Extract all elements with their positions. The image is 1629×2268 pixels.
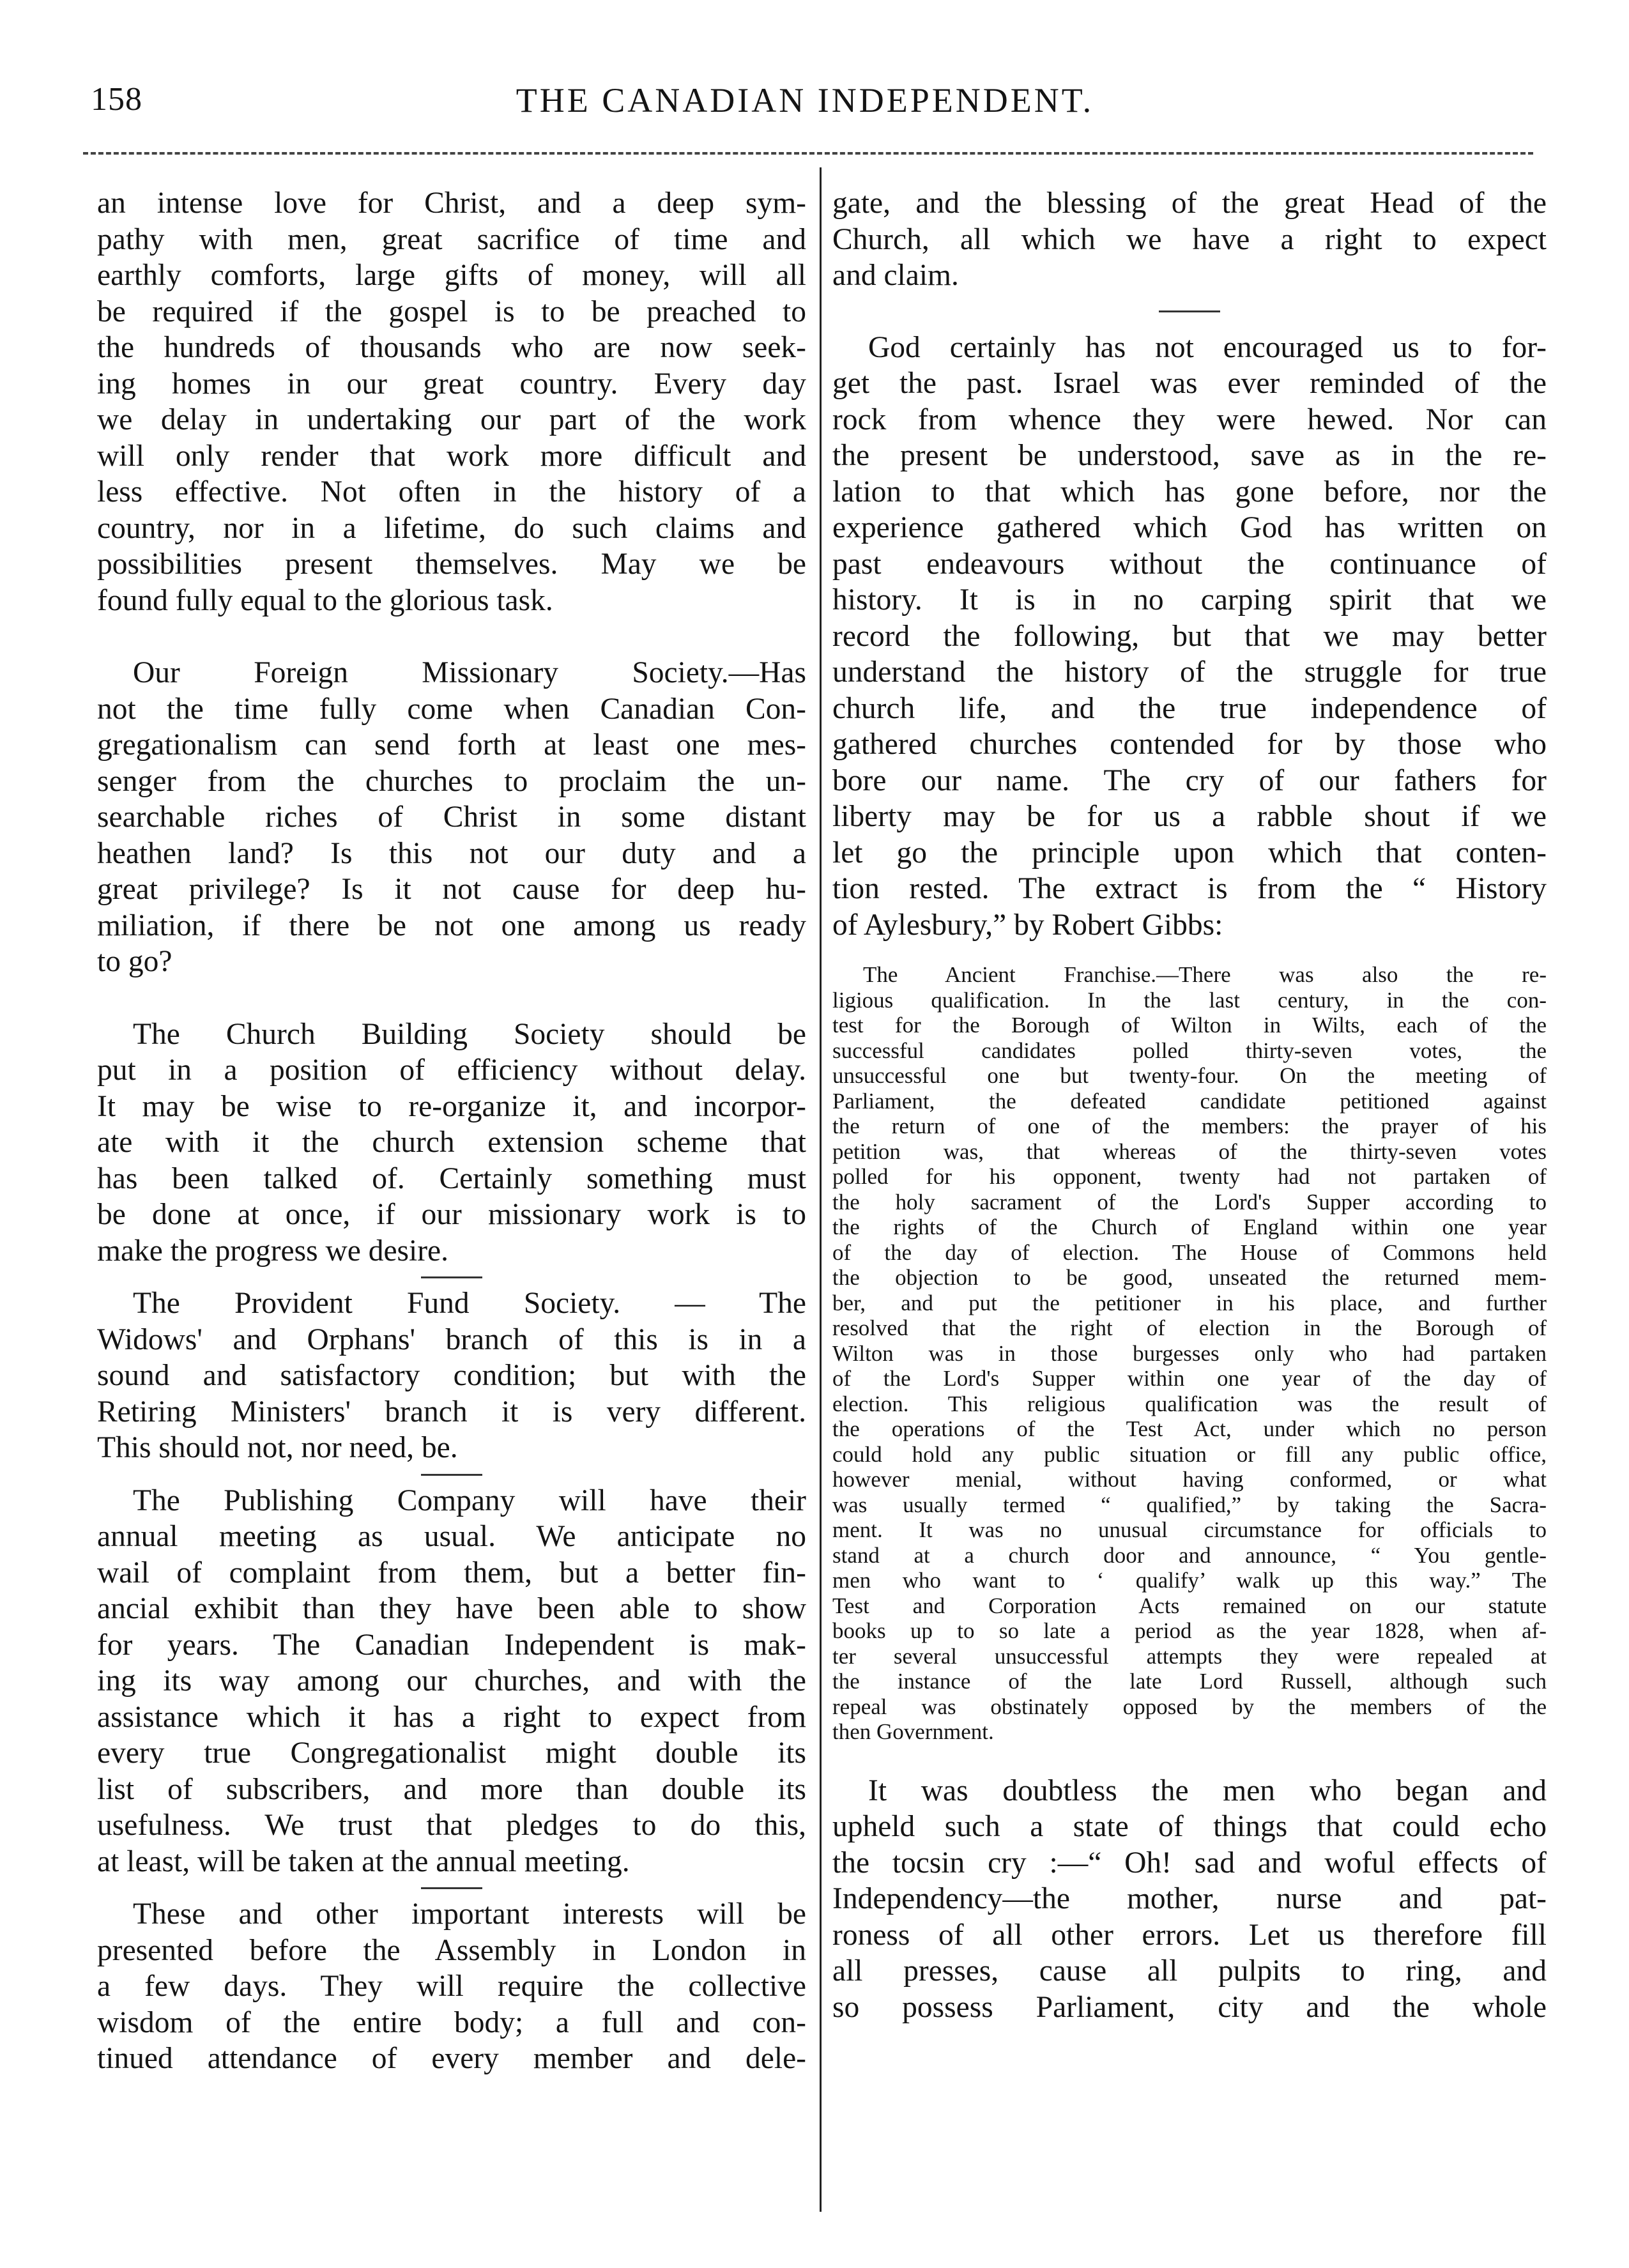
text-line: tion rested. The extract is from the “ History <box>832 872 1547 905</box>
paragraph-other-interests <box>97 1896 806 2077</box>
text-line: These and other important interests will be <box>133 1897 806 1931</box>
right-column <box>832 185 1547 2025</box>
quote-line: of the Lord's Supper within one year of the day of <box>832 1366 1547 1391</box>
quote-line: was usually termed “ qualified,” by taking the Sacra- <box>832 1492 1547 1517</box>
text-line: lation to that which has gone before, nor the <box>832 475 1547 509</box>
text-line: wail of complaint from them, but a better fin- <box>97 1556 806 1590</box>
quoted-extract <box>832 962 1547 1745</box>
section-separator <box>1159 310 1220 312</box>
text-line: past endeavours without the continuance of <box>832 547 1547 581</box>
quote-line: books up to so late a period as the year 1828, when af- <box>832 1618 1547 1643</box>
text-line: gathered churches contended for by those who <box>832 728 1547 761</box>
text-line: heathen land? Is this not our duty and a <box>97 836 806 870</box>
text-line: earthly comforts, large gifts of money, will all <box>97 259 806 292</box>
section-heading-line: The Church Building Society should be <box>133 1017 806 1051</box>
section-heading-line: The Publishing Company will have their <box>133 1483 806 1517</box>
quote-line: the objection to be good, unseated the returned mem- <box>832 1265 1547 1290</box>
text-line: Church, all which we have a right to expect <box>832 222 1547 256</box>
left-column <box>97 185 806 2077</box>
quote-line: resolved that the right of election in the Borough of <box>832 1315 1547 1340</box>
quote-line: could hold any public situation or fill any public office, <box>832 1441 1547 1467</box>
text-line: ing homes in our great country. Every day <box>97 367 806 401</box>
text-line: ing its way among our churches, and with the <box>97 1664 806 1697</box>
text-line: not the time fully come when Canadian Con- <box>97 692 806 726</box>
quote-line: men who want to ‘ qualify’ walk up this way.” The <box>832 1568 1547 1593</box>
quote-line: ter several unsuccessful attempts they were repealed at <box>832 1643 1547 1669</box>
text-line: sound and satisfactory condition; but with the <box>97 1359 806 1392</box>
text-line: senger from the churches to proclaim the un- <box>97 764 806 798</box>
quote-line: stand at a church door and announce, “ You gentle- <box>832 1542 1547 1568</box>
text-line: history. It is in no carping spirit that we <box>832 583 1547 617</box>
text-line: and claim. <box>832 259 959 292</box>
text-line: every true Congregationalist might double its <box>97 1736 806 1770</box>
column-divider <box>820 167 822 2212</box>
quote-line: polled for his opponent, twenty had not partaken of <box>832 1164 1547 1189</box>
text-line: at least, will be taken at the annual meeting. <box>97 1844 630 1878</box>
text-line: searchable riches of Christ in some distant <box>97 801 806 834</box>
quote-line: the instance of the late Lord Russell, although such <box>832 1669 1547 1694</box>
text-line: list of subscribers, and more than double its <box>97 1772 806 1806</box>
text-line: the tocsin cry :—“ Oh! sad and woful effects of <box>832 1846 1547 1880</box>
section-heading-line: The Provident Fund Society. — The <box>133 1287 806 1320</box>
text-line: record the following, but that we may better <box>832 619 1547 653</box>
section-heading-line: Our Foreign Missionary Society.—Has <box>133 656 806 689</box>
text-line: possibilities present themselves. May we be <box>97 548 806 581</box>
text-line: has been talked of. Certainly something must <box>97 1161 806 1195</box>
quote-line: then Government. <box>832 1719 994 1744</box>
text-line: the present be understood, save as in the re- <box>832 439 1547 472</box>
quote-line: the holy sacrament of the Lord's Supper according to <box>832 1189 1547 1214</box>
quote-line: unsuccessful one but twenty-four. On the meeting of <box>832 1063 1547 1088</box>
header-rule <box>83 152 1533 155</box>
text-line: make the progress we desire. <box>97 1234 449 1268</box>
text-line: It was doubtless the men who began and <box>868 1774 1547 1807</box>
text-line: gate, and the blessing of the great Head of the <box>832 187 1547 220</box>
quote-line: the return of one of the members: the prayer of his <box>832 1114 1547 1138</box>
paragraph-provident-fund-society <box>97 1285 806 1466</box>
text-line: less effective. Not often in the history of a <box>97 475 806 509</box>
text-line: country, nor in a lifetime, do such claims and <box>97 511 806 545</box>
text-line: put in a position of efficiency without delay. <box>97 1054 806 1087</box>
text-line: Independency—the mother, nurse and pat- <box>832 1882 1547 1915</box>
text-line: ate with it the church extension scheme that <box>97 1126 806 1159</box>
text-line: liberty may be for us a rabble shout if we <box>832 800 1547 833</box>
text-line: Retiring Ministers' branch it is very different. <box>97 1395 806 1429</box>
text-line: pathy with men, great sacrifice of time and <box>97 222 806 256</box>
text-line: be required if the gospel is to be preached to <box>97 295 806 328</box>
quote-line: ment. It was no unusual circumstance for officials to <box>832 1517 1547 1542</box>
text-line: the hundreds of thousands who are now seek- <box>97 331 806 364</box>
text-line: found fully equal to the glorious task. <box>97 583 553 617</box>
paragraph-tocsin-cry <box>832 1773 1547 2026</box>
text-line: a few days. They will require the collective <box>97 1970 806 2003</box>
paragraph-foreign-missionary-society <box>97 655 806 980</box>
quote-line: the operations of the Test Act, under which no person <box>832 1416 1547 1441</box>
text-line: upheld such a state of things that could echo <box>832 1810 1547 1843</box>
section-separator <box>421 1887 482 1889</box>
text-line: tinued attendance of every member and dele- <box>97 2042 806 2075</box>
text-line: miliation, if there be not one among us ready <box>97 908 806 942</box>
running-header <box>83 80 1527 138</box>
quote-line: however menial, without having conformed, or what <box>832 1467 1547 1492</box>
quote-line: ligious qualification. In the last century, in the con- <box>832 987 1547 1013</box>
text-line: so possess Parliament, city and the whole <box>832 1990 1547 2024</box>
paragraph-history <box>832 330 1547 944</box>
text-line: all presses, cause all pulpits to ring, and <box>832 1954 1547 1988</box>
quote-line: Parliament, the defeated candidate petitioned against <box>832 1088 1547 1114</box>
text-line: an intense love for Christ, and a deep sym- <box>97 187 806 220</box>
quote-line: Test and Corporation Acts remained on our statute <box>832 1593 1547 1618</box>
quote-line: Wilton was in those burgesses only who had partaken <box>832 1340 1547 1366</box>
paragraph-closing-appeal <box>97 185 806 618</box>
text-line: It may be wise to re-organize it, and incorpor- <box>97 1089 806 1123</box>
text-line: rock from whence they were hewed. Nor can <box>832 402 1547 436</box>
text-line: Widows' and Orphans' branch of this is in a <box>97 1322 806 1356</box>
quote-line: ber, and put the petitioner in his place, and further <box>832 1290 1547 1315</box>
text-line: assistance which it has a right to expect from <box>97 1700 806 1734</box>
text-line: bore our name. The cry of our fathers for <box>832 763 1547 797</box>
text-line: be done at once, if our missionary work is to <box>97 1198 806 1231</box>
text-line: roness of all other errors. Let us therefore fill <box>832 1918 1547 1952</box>
quote-heading-line: The Ancient Franchise.—There was also the re- <box>863 962 1547 987</box>
paragraph-publishing-company <box>97 1483 806 1880</box>
text-line: will only render that work more difficult and <box>97 439 806 473</box>
quote-line: the rights of the Church of England within one year <box>832 1214 1547 1239</box>
text-line: gregationalism can send forth at least one mes- <box>97 728 806 762</box>
quote-line: successful candidates polled thirty-seven votes, the <box>832 1038 1547 1063</box>
quote-line: repeal was obstinately opposed by the members of the <box>832 1694 1547 1719</box>
section-separator <box>421 1276 482 1278</box>
text-line: we delay in undertaking our part of the work <box>97 403 806 436</box>
text-line: usefulness. We trust that pledges to do this, <box>97 1809 806 1842</box>
quote-line: petition was, that whereas of the thirty-seven votes <box>832 1138 1547 1164</box>
text-line: ancial exhibit than they have been able to show <box>97 1592 806 1625</box>
text-line: God certainly has not encouraged us to for- <box>868 330 1547 364</box>
paragraph-church-building-society <box>97 1016 806 1269</box>
text-line: understand the history of the struggle for true <box>832 655 1547 689</box>
text-line: wisdom of the entire body; a full and con- <box>97 2005 806 2039</box>
text-line: for years. The Canadian Independent is mak- <box>97 1628 806 1662</box>
section-separator <box>421 1474 482 1476</box>
page-number: 158 <box>91 81 142 118</box>
paragraph-continuation <box>832 185 1547 294</box>
text-line: annual meeting as usual. We anticipate no <box>97 1520 806 1553</box>
text-line: of Aylesbury,” by Robert Gibbs: <box>832 908 1223 942</box>
quote-line: of the day of election. The House of Commons held <box>832 1239 1547 1265</box>
text-line: great privilege? Is it not cause for deep hu- <box>97 873 806 906</box>
text-line: church life, and the true independence of <box>832 691 1547 725</box>
running-title: THE CANADIAN INDEPENDENT. <box>516 81 1094 119</box>
quote-line: test for the Borough of Wilton in Wilts, each of the <box>832 1013 1547 1038</box>
text-line: presented before the Assembly in London in <box>97 1933 806 1967</box>
text-line: This should not, nor need, be. <box>97 1431 458 1464</box>
text-line: let go the principle upon which that conten- <box>832 836 1547 870</box>
text-line: to go? <box>97 945 172 978</box>
text-line: experience gathered which God has written on <box>832 511 1547 544</box>
text-line: get the past. Israel was ever reminded of the <box>832 367 1547 400</box>
quote-line: election. This religious qualification was the result of <box>832 1391 1547 1416</box>
